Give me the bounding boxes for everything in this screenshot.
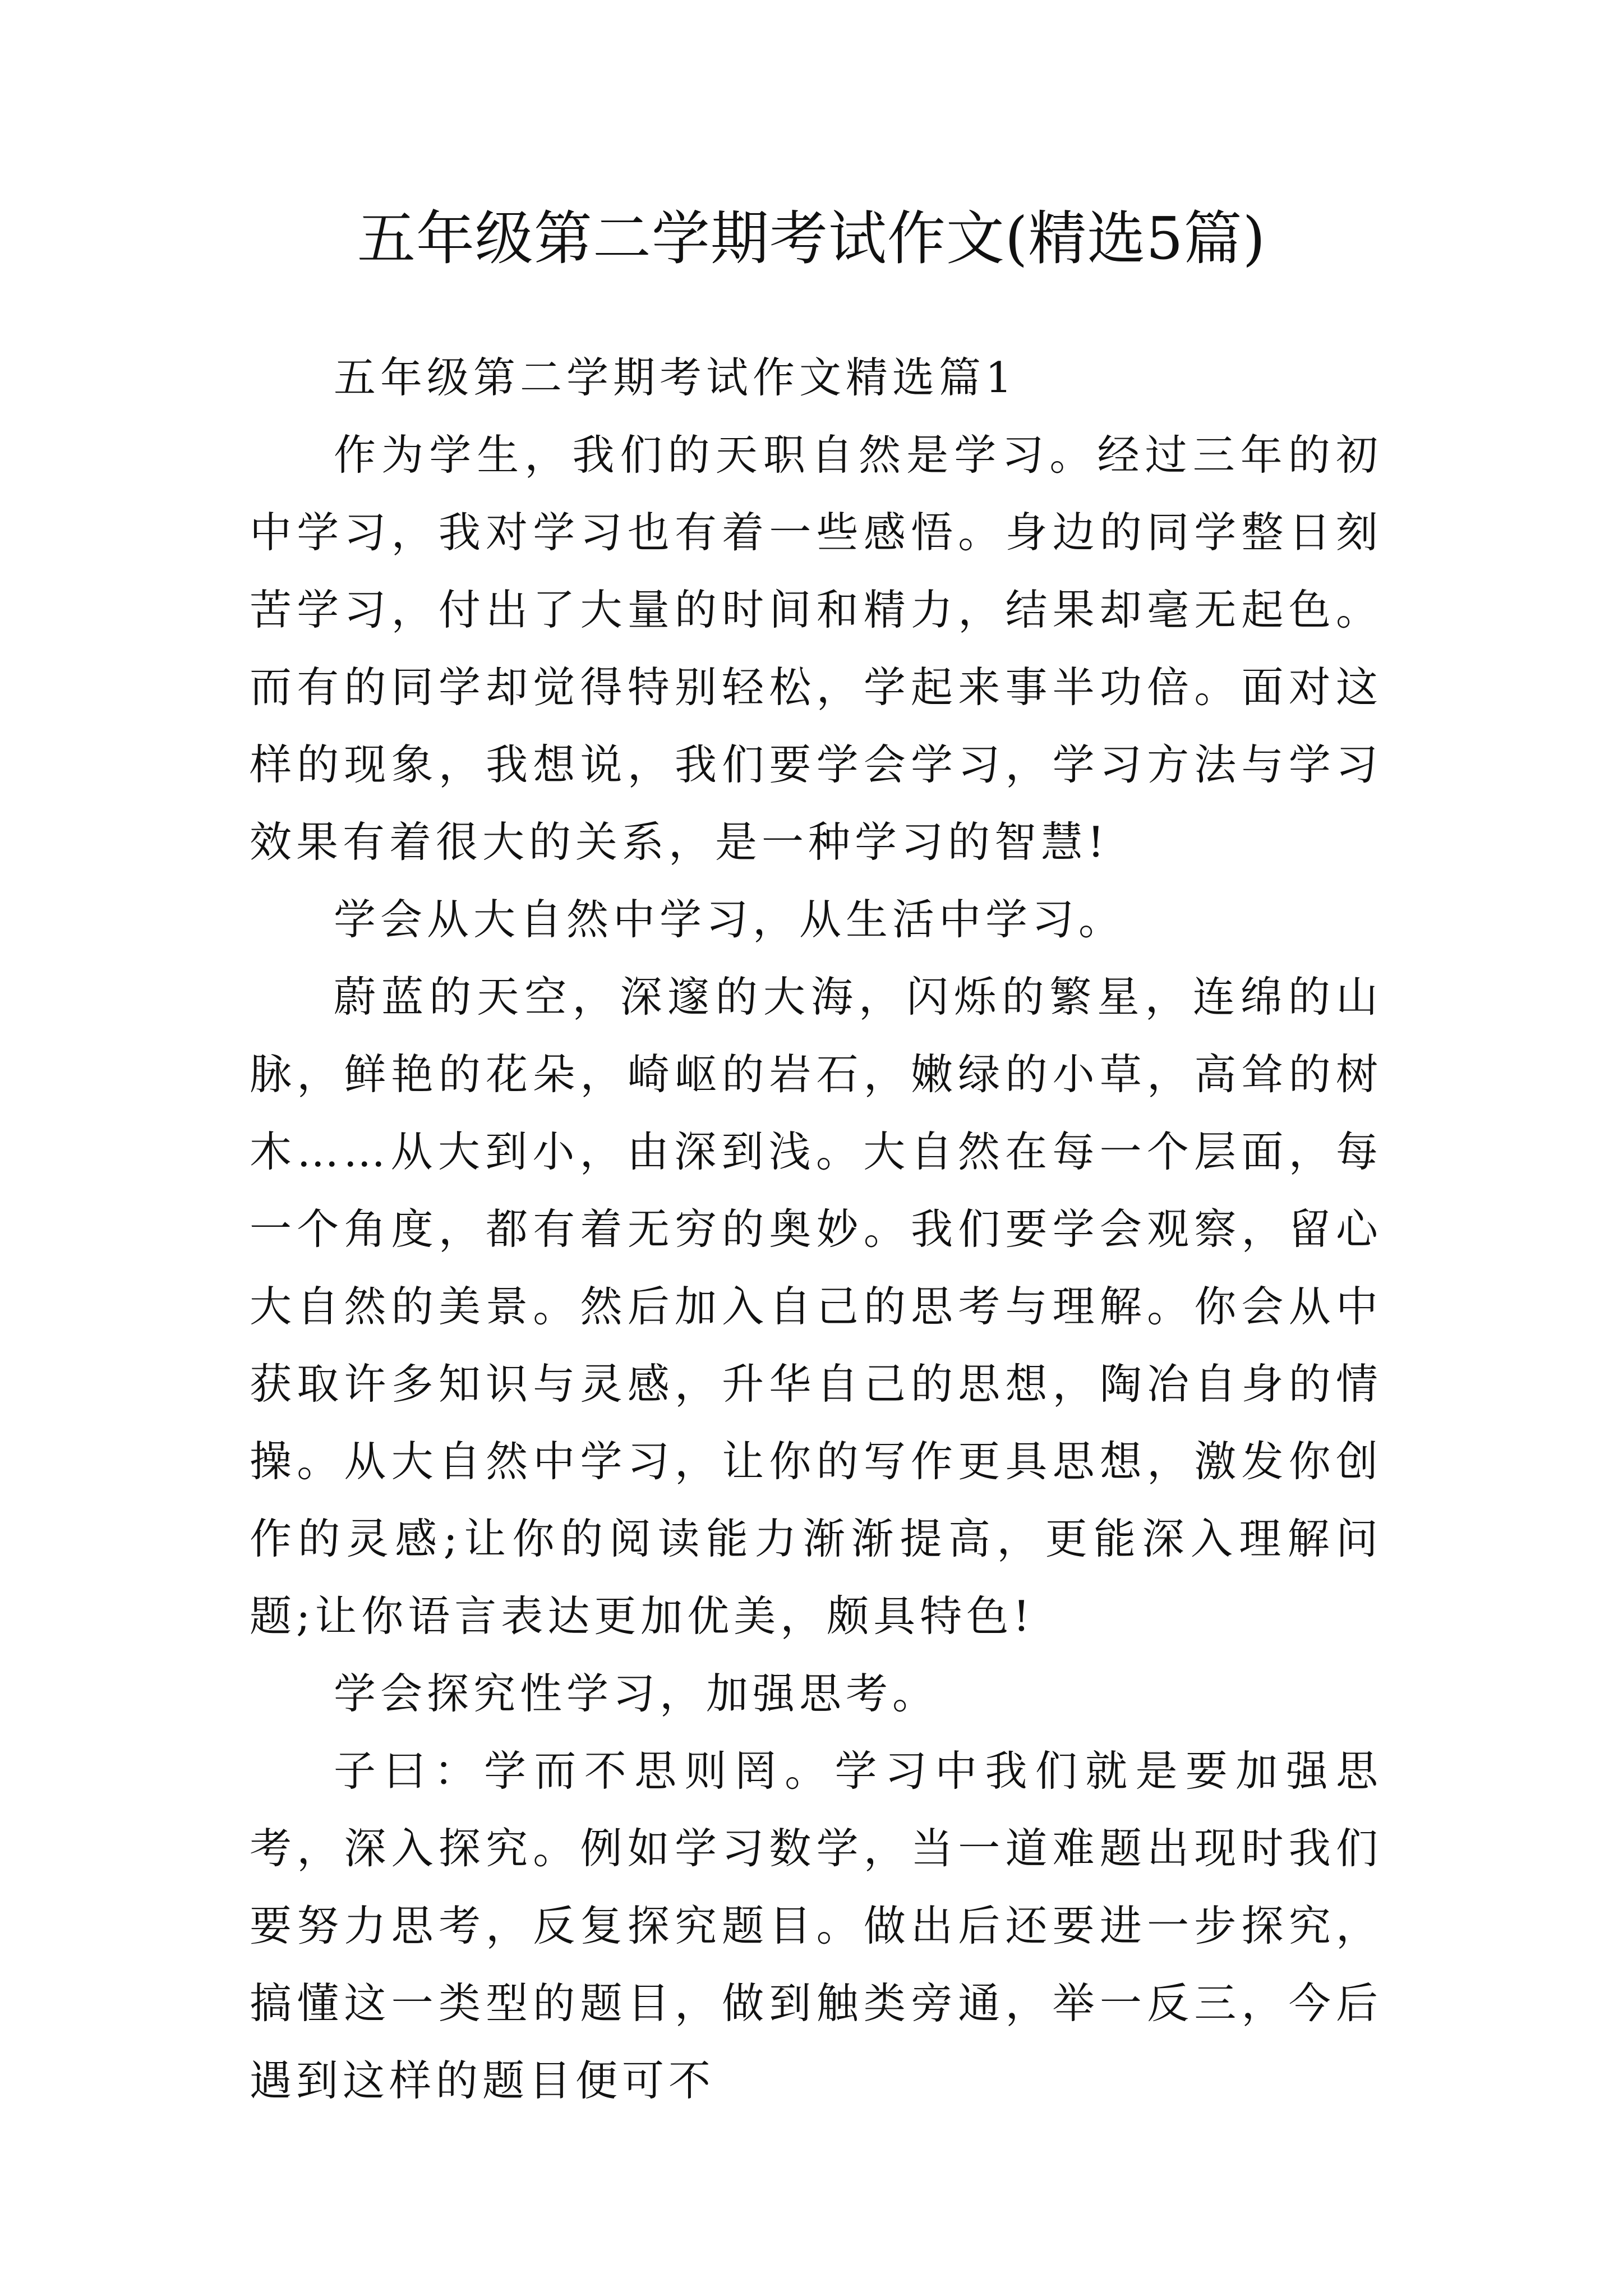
paragraph: 蔚蓝的天空，深邃的大海，闪烁的繁星，连绵的山脉，鲜艳的花朵，崎岖的岩石，嫩绿的小草，高耸的树木……从大到小，由深到浅。大自然在每一个层面，每一个角度，都有着无穷的奥妙。我们要学会观察，留心大自然的美景。然后加入自己的思考与理解。你会从中获取许多知识与灵感，升华自己的思想，陶冶自身的情操。从大自然中学习，让你的写作更具思想，激发你创作的灵感;让你的阅读能力渐渐提高，更能深入理解问题;让你语言表达更加优美，颇具特色! [250, 972, 1382, 1641]
paragraph: 子曰：学而不思则罔。学习中我们就是要加强思考，深入探究。例如学习数学，当一道难题出现时我们要努力思考，反复探究题目。做出后还要进一步探究，搞懂这一类型的题目，做到触类旁通，举一反三，今后遇到这样的题目便可不 [250, 1746, 1382, 2105]
paragraph: 学会从大自然中学习，从生活中学习。 [334, 895, 1126, 944]
document-body [250, 339, 1382, 2119]
paragraph: 学会探究性学习，加强思考。 [334, 1669, 939, 1718]
section-heading: 五年级第二学期考试作文精选篇1 [334, 353, 1017, 402]
paragraph: 作为学生，我们的天职自然是学习。经过三年的初中学习，我对学习也有着一些感悟。身边的同学整日刻苦学习，付出了大量的时间和精力，结果却毫无起色。而有的同学却觉得特别轻松，学起来事半功倍。面对这样的现象，我想说，我们要学会学习，学习方法与学习效果有着很大的关系，是一种学习的智慧! [250, 430, 1382, 867]
document-title: 五年级第二学期考试作文(精选5篇) [357, 204, 1266, 273]
